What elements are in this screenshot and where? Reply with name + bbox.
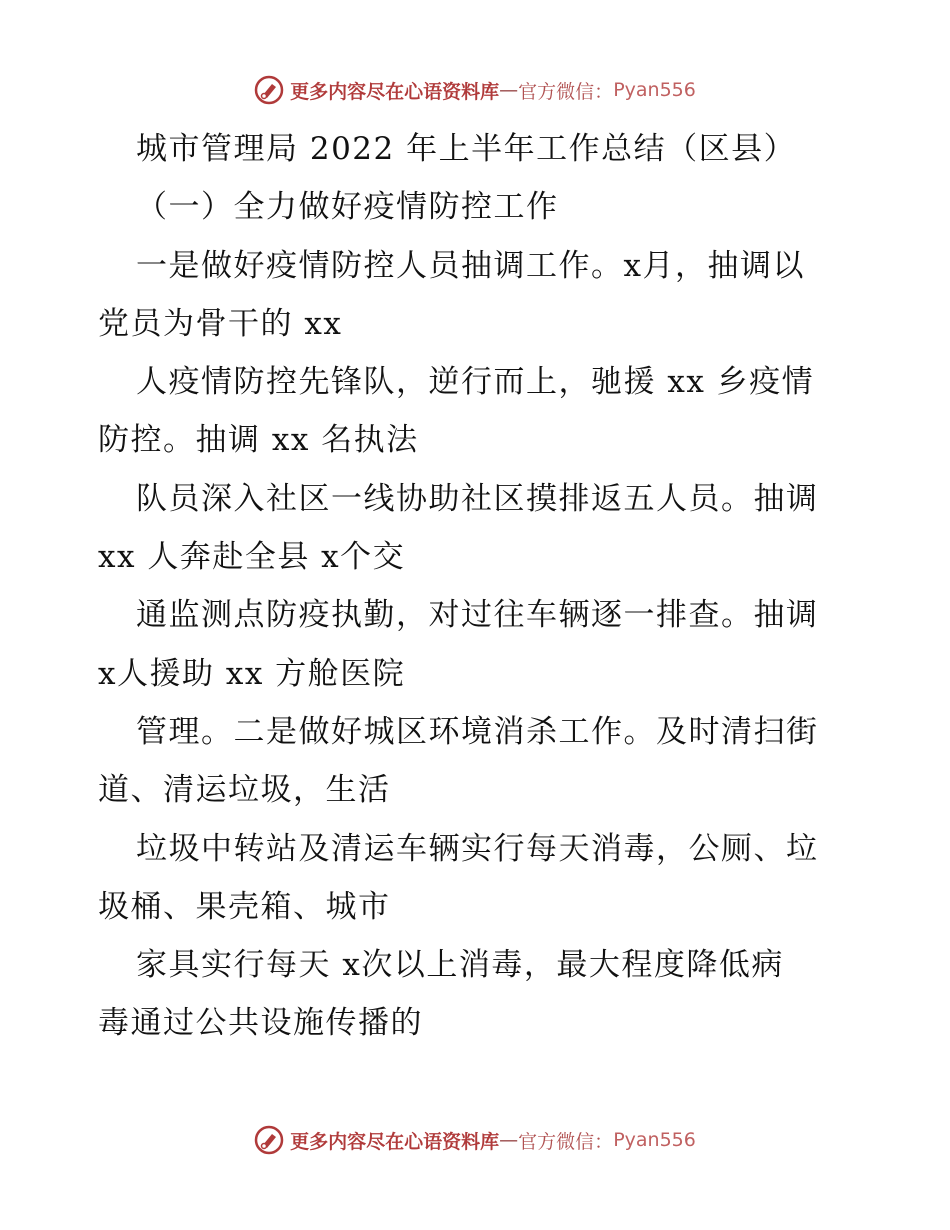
paragraph-line: 管理。二是做好城区环境消杀工作。及时清扫街	[136, 713, 819, 750]
paragraph-line: 道、清运垃圾，生活	[98, 772, 391, 809]
paragraph-line: 圾桶、果壳箱、城市	[98, 888, 391, 925]
paragraph-line: 垃圾中转站及清运车辆实行每天消毒，公厕、垃	[136, 830, 819, 867]
paragraph-line: x人援助 xx 方舱医院	[98, 655, 406, 692]
watermark-sub-text: 官方微信：	[518, 1130, 614, 1153]
paragraph-line: 毒通过公共设施传播的	[98, 1005, 423, 1042]
watermark-sub-text: 官方微信：	[518, 80, 614, 103]
watermark-separator: —	[499, 79, 519, 101]
watermark-main-text: 更多内容尽在心语资料库	[290, 1130, 500, 1153]
document-title: 城市管理局 2022 年上半年工作总结（区县）	[136, 131, 797, 167]
watermark-main-text: 更多内容尽在心语资料库	[290, 80, 500, 103]
logo-icon	[254, 1125, 284, 1155]
paragraph-line: 一是做好疫情防控人员抽调工作。x月，抽调以	[136, 247, 805, 284]
paragraph-line: 家具实行每天 x次以上消毒，最大程度降低病	[136, 947, 784, 984]
watermark-id-text: Pyan556	[613, 1129, 696, 1151]
paragraph-line: 通监测点防疫执勤，对过往车辆逐一排查。抽调	[136, 597, 819, 634]
paragraph-line: 防控。抽调 xx 名执法	[98, 422, 419, 459]
header-watermark	[0, 70, 950, 110]
paragraph-line: xx 人奔赴全县 x个交	[98, 539, 406, 576]
watermark-separator: —	[499, 1129, 519, 1151]
paragraph-line: 队员深入社区一线协助社区摸排返五人员。抽调	[136, 480, 819, 517]
footer-watermark	[0, 1120, 950, 1160]
watermark-id-text: Pyan556	[613, 79, 696, 101]
document-body	[98, 120, 858, 1053]
paragraph-line: 党员为骨干的 xx	[98, 305, 343, 342]
paragraph-line: 人疫情防控先锋队，逆行而上，驰援 xx 乡疫情	[136, 364, 815, 401]
logo-icon	[254, 75, 284, 105]
section-heading: （一）全力做好疫情防控工作	[136, 189, 559, 226]
